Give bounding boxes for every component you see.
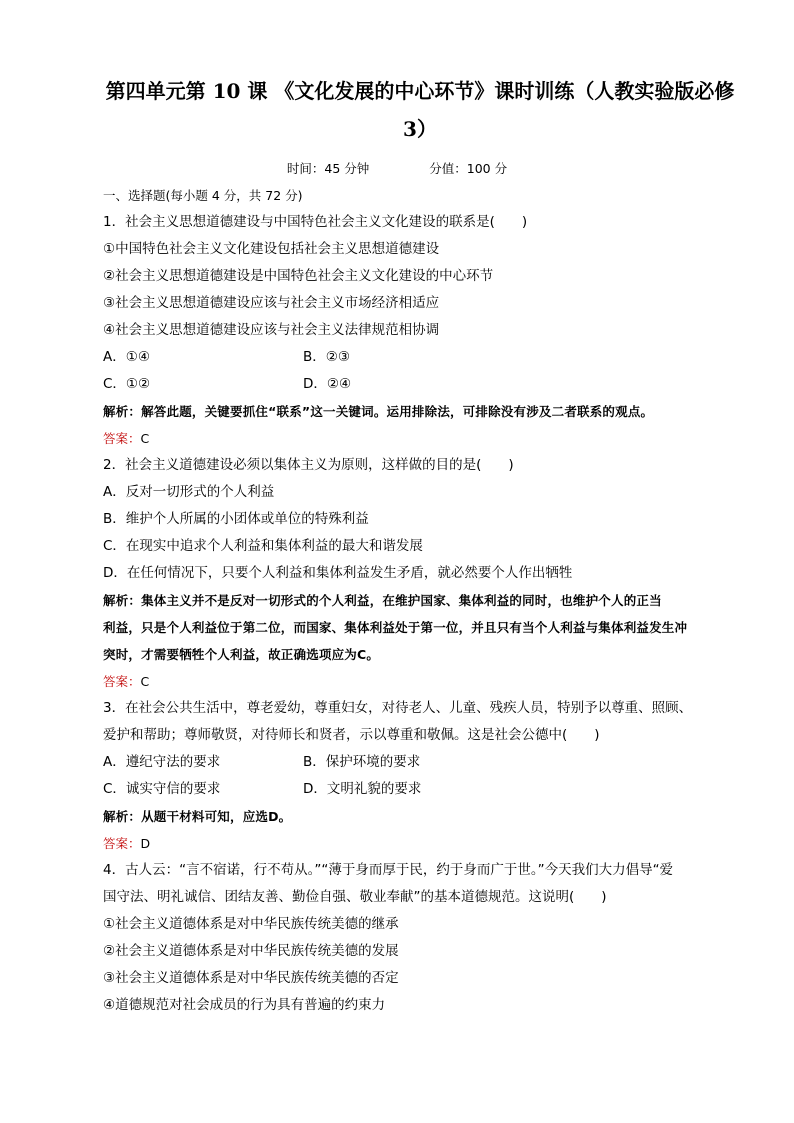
answer-value: C (140, 674, 150, 689)
q1-options-row (103, 371, 723, 398)
q3-option-d: D．文明礼貌的要求 (303, 781, 422, 797)
q1-item: ①中国特色社会主义文化建设包括社会主义思想道德建设 (103, 241, 440, 257)
q1-option-b: B．②③ (303, 349, 350, 365)
q2-explanation-line: 突时，才需要牺牲个人利益，故正确选项应为C。 (103, 647, 380, 662)
section-heading: 一、选择题(每小题 4 分，共 72 分) (103, 188, 303, 203)
question-4-stem-line: 国守法、明礼诚信、团结友善、勤俭自强、敬业奉献”的基本道德规范。这说明( ) (103, 889, 607, 905)
answer-label: 答案： (103, 674, 141, 689)
answer-value: D (140, 836, 151, 851)
question-3-stem-line: 爱护和帮助；尊师敬贤，对待师长和贤者，示以尊重和敬佩。这是社会公德中( ) (103, 727, 600, 743)
total-score: 分值：100 分 (429, 161, 508, 176)
q2-explanation-line: 利益，只是个人利益位于第二位，而国家、集体利益处于第一位，并且只有当个人利益与集体利益发生冲 (103, 620, 688, 635)
time-limit: 时间：45 分钟 (286, 161, 370, 176)
q1-option-a: A．①④ (103, 349, 150, 365)
q1-item: ③社会主义思想道德建设应该与社会主义市场经济相适应 (103, 295, 440, 311)
q3-option-b: B．保护环境的要求 (303, 754, 421, 770)
q3-explanation: 解析：从题干材料可知，应选D。 (103, 809, 292, 824)
q4-item: ②社会主义道德体系是对中华民族传统美德的发展 (103, 943, 399, 959)
q1-option-d: D．②④ (303, 376, 352, 392)
q2-option-b: B．维护个人所属的小团体或单位的特殊利益 (103, 511, 369, 527)
q2-answer (103, 668, 723, 695)
question-3-stem-line: 3．在社会公共生活中，尊老爱幼，尊重妇女，对待老人、儿童、残疾人员，特别予以尊重、照顾、 (103, 700, 693, 716)
answer-label: 答案： (103, 836, 141, 851)
question-4-stem-line: 4．古人云：“言不宿诺，行不苟从。”“薄于身而厚于民，约于身而广于世。”今天我们大力倡导“爱 (103, 862, 674, 878)
answer-value: C (140, 431, 150, 446)
exam-meta (0, 159, 794, 177)
q2-option-c: C．在现实中追求个人利益和集体利益的最大和谐发展 (103, 538, 423, 554)
q2-option-a: A．反对一切形式的个人利益 (103, 484, 275, 500)
q3-options-row (103, 776, 723, 803)
q3-option-c: C．诚实守信的要求 (103, 781, 221, 797)
q2-option-d: D．在任何情况下，只要个人利益和集体利益发生矛盾，就必然要个人作出牺牲 (103, 565, 573, 581)
page-title: 第四单元第 10 课 《文化发展的中心环节》课时训练（人教实验版必修 3） (105, 79, 735, 141)
question-1-stem: 1．社会主义思想道德建设与中国特色社会主义文化建设的联系是( ) (103, 214, 528, 230)
q1-options-row (103, 344, 723, 371)
question-2-stem: 2．社会主义道德建设必须以集体主义为原则，这样做的目的是( ) (103, 457, 514, 473)
q1-answer (103, 425, 723, 452)
q1-explanation: 解析：解答此题，关键要抓住“联系”这一关键词。运用排除法，可排除没有涉及二者联系的观点。 (103, 404, 654, 419)
q1-item: ②社会主义思想道德建设是中国特色社会主义文化建设的中心环节 (103, 268, 494, 284)
q1-item: ④社会主义思想道德建设应该与社会主义法律规范相协调 (103, 322, 440, 338)
q3-option-a: A．遵纪守法的要求 (103, 754, 221, 770)
question-body (103, 182, 723, 1019)
q2-explanation-line: 解析：集体主义并不是反对一切形式的个人利益，在维护国家、集体利益的同时，也维护个人的正当 (103, 593, 662, 608)
q4-item: ③社会主义道德体系是对中华民族传统美德的否定 (103, 970, 399, 986)
q4-item: ④道德规范对社会成员的行为具有普遍的约束力 (103, 997, 386, 1013)
q3-options-row (103, 749, 723, 776)
q4-item: ①社会主义道德体系是对中华民族传统美德的继承 (103, 916, 399, 932)
q3-answer (103, 830, 723, 857)
q1-option-c: C．①② (103, 376, 151, 392)
answer-label: 答案： (103, 431, 141, 446)
